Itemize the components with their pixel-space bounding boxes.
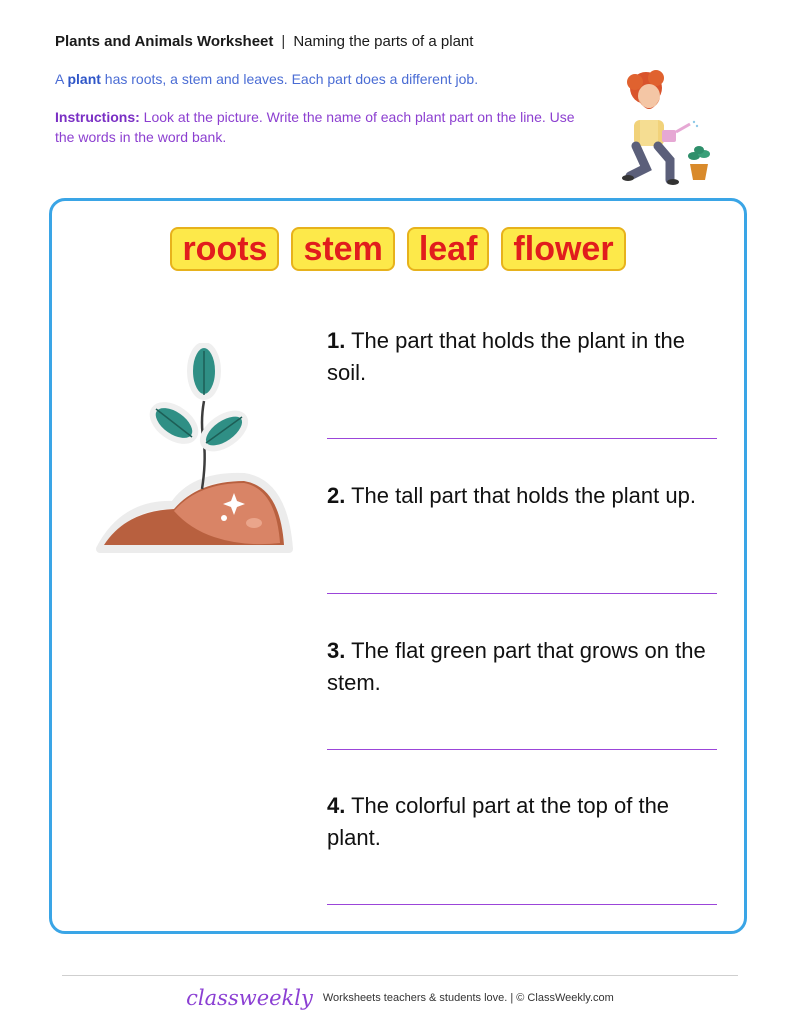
worksheet-panel	[49, 198, 747, 934]
word-bank-item: leaf	[407, 227, 490, 271]
word-bank-item: roots	[170, 227, 279, 271]
worksheet-subtitle: Naming the parts of a plant	[293, 33, 474, 50]
intro-text	[55, 69, 615, 89]
intro-lead: A	[55, 71, 68, 87]
worksheet-title: Plants and Animals Worksheet	[55, 33, 274, 50]
footer-tagline: Worksheets teachers & students love. | © ClassWeekly.com	[322, 992, 614, 1004]
question-1	[327, 325, 719, 389]
footer-divider	[62, 975, 738, 976]
answer-line-1[interactable]	[327, 438, 717, 439]
instructions-label: Instructions:	[55, 109, 140, 125]
question-2	[327, 480, 719, 512]
footer	[0, 986, 800, 1010]
question-text: The tall part that holds the plant up.	[345, 483, 696, 508]
question-number: 2.	[327, 483, 346, 508]
gardener-illustration	[618, 68, 718, 188]
answer-line-3[interactable]	[327, 749, 717, 750]
intro-rest: has roots, a stem and leaves. Each part does a different job.	[100, 71, 479, 87]
word-bank-item: flower	[501, 227, 625, 271]
sprout-illustration	[94, 343, 294, 558]
question-number: 3.	[327, 638, 346, 663]
instructions-body: Look at the picture. Write the name of each plant part on the line. Use the words in the word bank.	[55, 109, 575, 145]
question-text: The colorful part at the top of the plant.	[327, 793, 670, 850]
instructions-text	[55, 107, 595, 147]
word-bank	[52, 227, 744, 271]
question-3	[327, 635, 719, 699]
question-text: The part that holds the plant in the soil.	[327, 328, 685, 385]
question-number: 1.	[327, 328, 346, 353]
brand-logo: classweekly	[186, 986, 313, 1010]
question-number: 4.	[327, 793, 346, 818]
worksheet-header	[55, 33, 473, 50]
header-separator: |	[281, 33, 286, 50]
intro-keyword: plant	[67, 71, 101, 87]
question-4	[327, 790, 719, 854]
question-text: The flat green part that grows on the stem.	[327, 638, 706, 695]
answer-line-2[interactable]	[327, 593, 717, 594]
answer-line-4[interactable]	[327, 904, 717, 905]
word-bank-item: stem	[291, 227, 394, 271]
